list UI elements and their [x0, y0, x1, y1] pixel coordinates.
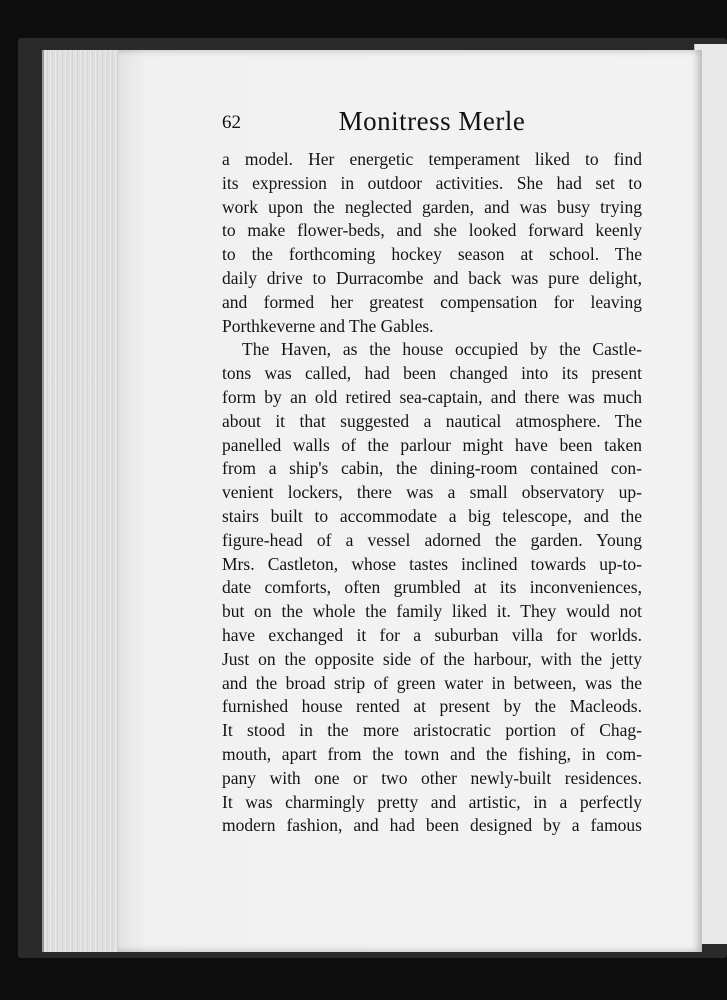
text-line: to the forthcoming hockey season at school. The: [222, 244, 642, 265]
text-line: to make flower-beds, and she looked forward keenly: [222, 220, 642, 241]
text-line: Mrs. Castleton, whose tastes inclined towards up-to-: [222, 553, 642, 574]
text-line: panelled walls of the parlour might have been taken: [222, 434, 642, 455]
running-head: [222, 106, 642, 140]
text-line: Porthkeverne and The Gables.: [222, 315, 434, 336]
text-line: about it that suggested a nautical atmosphere. The: [222, 410, 642, 431]
text-line: a model. Her energetic temperament liked to find: [222, 149, 642, 169]
text-body: [222, 148, 642, 838]
text-line: date comforts, often grumbled at its inconveniences,: [222, 577, 642, 598]
text-line: The Haven, as the house occupied by the Castle-: [242, 339, 642, 360]
page-title: Monitress Merle: [338, 106, 526, 136]
text-line: furnished house rented at present by the Macleods.: [222, 696, 642, 717]
text-line: stairs built to accommodate a big telescope, and the: [222, 505, 642, 526]
text-line: daily drive to Durracombe and back was pure delight,: [222, 267, 642, 288]
text-line: and formed her greatest compensation for leaving: [222, 291, 642, 312]
text-line: figure-head of a vessel adorned the garden. Young: [222, 529, 642, 550]
text-line: mouth, apart from the town and the fishing, in com-: [222, 743, 642, 764]
text-line: but on the whole the family liked it. They would not: [222, 601, 642, 622]
text-line: venient lockers, there was a small observatory up-: [222, 482, 642, 503]
text-line: form by an old retired sea-captain, and there was much: [222, 386, 642, 407]
text-line: Just on the opposite side of the harbour, with the jetty: [222, 648, 642, 669]
text-line: tons was called, had been changed into its present: [222, 363, 642, 384]
page-number: 62: [222, 112, 241, 133]
text-line: pany with one or two other newly-built residences.: [222, 767, 642, 788]
text-line: from a ship's cabin, the dining-room contained con-: [222, 458, 642, 479]
text-line: It was charmingly pretty and artistic, in a perfectly: [222, 791, 642, 812]
text-line: have exchanged it for a suburban villa for worlds.: [222, 624, 642, 645]
text-line: and the broad strip of green water in between, was the: [222, 672, 642, 693]
text-line: work upon the neglected garden, and was busy trying: [222, 196, 642, 217]
text-line: its expression in outdoor activities. She had set to: [222, 172, 642, 193]
text-line: modern fashion, and had been designed by a famous: [222, 815, 642, 836]
text-line: It stood in the more aristocratic portion of Chag-: [222, 720, 642, 741]
